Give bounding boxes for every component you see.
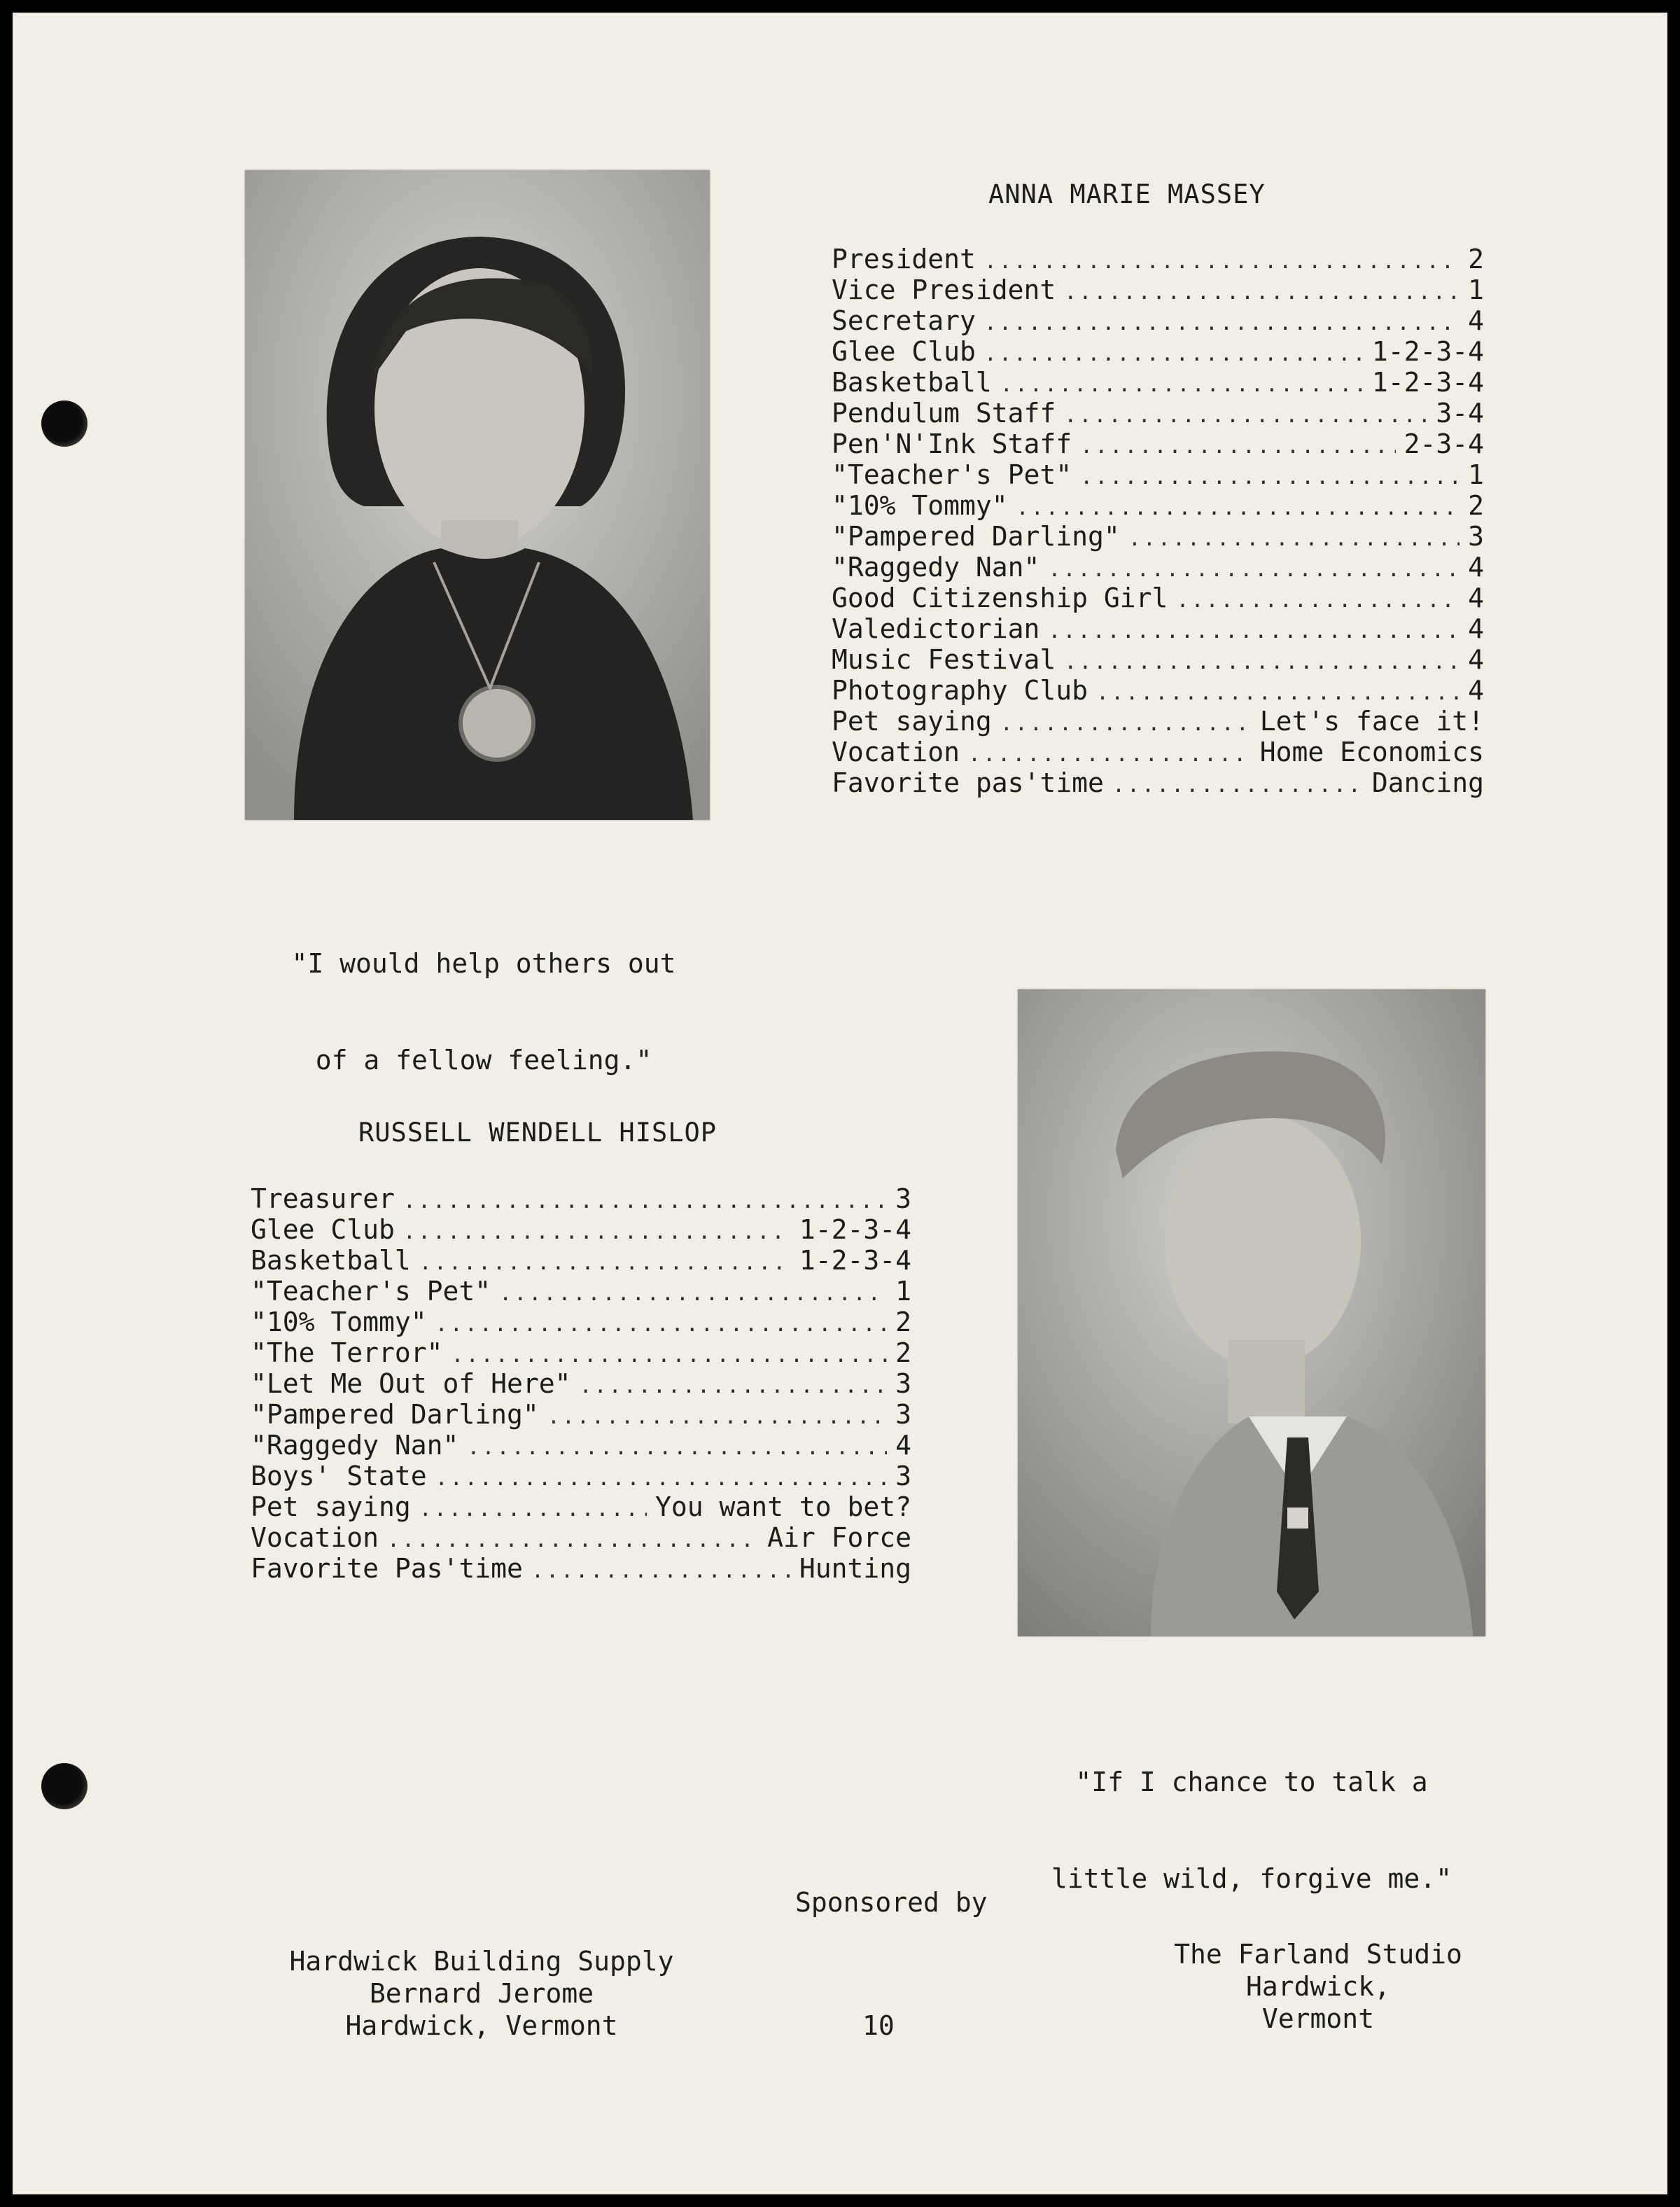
activity-value: 2 (895, 1337, 911, 1368)
activity-value: 2 (1468, 244, 1484, 274)
activity-value: You want to bet? (654, 1491, 911, 1522)
activity-row (251, 1276, 911, 1307)
activity-row (251, 1491, 911, 1522)
sponsored-by-heading: Sponsored by (795, 1887, 988, 1918)
dot-leader (1064, 647, 1460, 678)
activity-row (832, 367, 1484, 398)
dot-leader (387, 1525, 759, 1556)
quote-line: of a fellow feeling." (315, 1045, 652, 1075)
activity-label: "Let Me Out of Here" (251, 1368, 571, 1399)
activity-label: Photography Club (832, 675, 1088, 706)
activity-value: 4 (1468, 552, 1484, 583)
activity-row (832, 274, 1484, 305)
activity-value: Home Economics (1259, 737, 1484, 767)
activity-row (832, 706, 1484, 737)
dot-leader (419, 1248, 791, 1279)
activity-row (832, 675, 1484, 706)
portrait-photo-anna (245, 170, 710, 820)
activity-row (251, 1553, 911, 1584)
activity-value: Dancing (1371, 767, 1484, 798)
activity-value: 2-3-4 (1404, 429, 1484, 459)
activity-label: Boys' State (251, 1461, 427, 1491)
dot-leader (1064, 277, 1460, 308)
activity-label: Glee Club (832, 336, 976, 367)
yearbook-page (13, 13, 1667, 2194)
activity-row (832, 613, 1484, 644)
sponsor-left (244, 1945, 720, 2042)
activity-label: Glee Club (251, 1214, 395, 1245)
dot-leader (547, 1402, 887, 1433)
student-quote (256, 883, 711, 1141)
activity-value: 2 (895, 1307, 911, 1337)
dot-leader (1096, 678, 1460, 709)
activity-label: "Pampered Darling" (251, 1399, 539, 1430)
activity-row (251, 1368, 911, 1399)
dot-leader (1080, 431, 1395, 462)
dot-leader (984, 246, 1460, 277)
activity-value: 4 (1468, 613, 1484, 644)
activity-value: Hunting (799, 1553, 911, 1584)
dot-leader (403, 1217, 791, 1248)
activity-label: Favorite pas'time (832, 767, 1104, 798)
activity-value: Air Force (767, 1522, 911, 1553)
dot-leader (435, 1309, 887, 1340)
activity-row (832, 583, 1484, 613)
activity-label: Music Festival (832, 644, 1056, 675)
activity-row (251, 1307, 911, 1337)
dot-leader (1064, 401, 1427, 431)
activity-value: 3 (895, 1399, 911, 1430)
activity-value: 1 (1468, 459, 1484, 490)
dot-leader (403, 1186, 887, 1217)
activity-value: 4 (1468, 583, 1484, 613)
activity-row (832, 521, 1484, 552)
activity-value: 4 (1468, 675, 1484, 706)
activity-label: "Raggedy Nan" (832, 552, 1040, 583)
activity-value: 3 (895, 1183, 911, 1214)
activity-value: Let's face it! (1259, 706, 1484, 737)
dot-leader (968, 739, 1252, 770)
dot-leader (419, 1494, 647, 1525)
binder-hole-top (41, 401, 88, 447)
student-name: ANNA MARIE MASSEY (988, 179, 1266, 209)
activity-value: 4 (1468, 644, 1484, 675)
activity-row (832, 737, 1484, 767)
dot-leader (467, 1433, 887, 1463)
dot-leader (984, 308, 1460, 339)
activity-label: "10% Tommy" (251, 1307, 427, 1337)
quote-line: "If I chance to talk a (1075, 1767, 1428, 1797)
activity-value: 2 (1468, 490, 1484, 521)
dot-leader (1000, 709, 1252, 739)
sponsor-line: Vermont (1261, 2003, 1375, 2034)
activity-value: 1 (1468, 274, 1484, 305)
sponsor-line: Hardwick, Vermont (345, 2010, 618, 2041)
dot-leader (1112, 770, 1364, 801)
activity-row (832, 244, 1484, 274)
binder-hole-bottom (41, 1763, 88, 1809)
activities-list (251, 1183, 911, 1584)
sponsor-right (1126, 1938, 1511, 2035)
dot-leader (531, 1556, 791, 1587)
activity-label: "Teacher's Pet" (251, 1276, 491, 1307)
activity-row (251, 1461, 911, 1491)
dot-leader (1176, 585, 1460, 616)
activity-label: President (832, 244, 976, 274)
dot-leader (451, 1340, 888, 1371)
activity-label: Basketball (832, 367, 992, 398)
sponsor-line: Bernard Jerome (369, 1978, 594, 2009)
activity-row (832, 459, 1484, 490)
activity-row (251, 1214, 911, 1245)
dot-leader (1048, 555, 1460, 585)
activity-row (251, 1183, 911, 1214)
activity-label: Good Citizenship Girl (832, 583, 1168, 613)
activity-value: 3-4 (1436, 398, 1484, 429)
activity-row (832, 429, 1484, 459)
activity-label: Favorite Pas'time (251, 1553, 523, 1584)
activity-row (832, 398, 1484, 429)
activity-value: 4 (895, 1430, 911, 1461)
sponsor-line: Hardwick, (1246, 1971, 1390, 2002)
activity-label: Basketball (251, 1245, 411, 1276)
page-number: 10 (862, 2010, 895, 2041)
activity-value: 1-2-3-4 (1371, 367, 1484, 398)
activity-row (832, 305, 1484, 336)
dot-leader (1128, 524, 1460, 555)
activity-label: Vocation (832, 737, 960, 767)
activity-row (832, 336, 1484, 367)
activity-label: Pen'N'Ink Staff (832, 429, 1072, 459)
dot-leader (984, 339, 1364, 370)
activity-row (251, 1245, 911, 1276)
activity-row (832, 767, 1484, 798)
activity-row (832, 490, 1484, 521)
activity-value: 1-2-3-4 (799, 1245, 911, 1276)
activity-value: 1 (895, 1276, 911, 1307)
activity-value: 3 (895, 1368, 911, 1399)
dot-leader (1016, 493, 1460, 524)
dot-leader (499, 1279, 887, 1309)
activity-row (251, 1522, 911, 1553)
activity-label: Vocation (251, 1522, 379, 1553)
activity-value: 3 (1468, 521, 1484, 552)
activity-label: Treasurer (251, 1183, 395, 1214)
quote-line: little wild, forgive me." (1051, 1863, 1452, 1894)
activity-label: Pet saying (251, 1491, 411, 1522)
dot-leader (580, 1371, 888, 1402)
activity-label: Secretary (832, 305, 976, 336)
activity-value: 3 (895, 1461, 911, 1491)
activity-label: "Pampered Darling" (832, 521, 1120, 552)
activity-label: Valedictorian (832, 613, 1040, 644)
activity-label: "10% Tommy" (832, 490, 1008, 521)
activity-label: Pendulum Staff (832, 398, 1056, 429)
activity-value: 1-2-3-4 (1371, 336, 1484, 367)
dot-leader (435, 1463, 887, 1494)
sponsor-line: Hardwick Building Supply (289, 1946, 674, 1977)
dot-leader (1080, 462, 1460, 493)
activity-value: 1-2-3-4 (799, 1214, 911, 1245)
activity-value: 4 (1468, 305, 1484, 336)
activity-label: Vice President (832, 274, 1056, 305)
activity-row (832, 644, 1484, 675)
dot-leader (1048, 616, 1460, 647)
activity-label: "Teacher's Pet" (832, 459, 1072, 490)
student-quote (1018, 1701, 1485, 1959)
activities-list (832, 244, 1484, 798)
student-name: RUSSELL WENDELL HISLOP (358, 1118, 718, 1148)
activity-row (251, 1337, 911, 1368)
portrait-photo-russell (1018, 989, 1485, 1636)
activity-label: "Raggedy Nan" (251, 1430, 459, 1461)
dot-leader (1000, 370, 1364, 401)
activity-row (251, 1430, 911, 1461)
activity-row (832, 552, 1484, 583)
quote-line: "I would help others out (291, 948, 676, 979)
activity-row (251, 1399, 911, 1430)
activity-label: Pet saying (832, 706, 992, 737)
activity-label: "The Terror" (251, 1337, 443, 1368)
sponsor-line: The Farland Studio (1174, 1939, 1462, 1970)
